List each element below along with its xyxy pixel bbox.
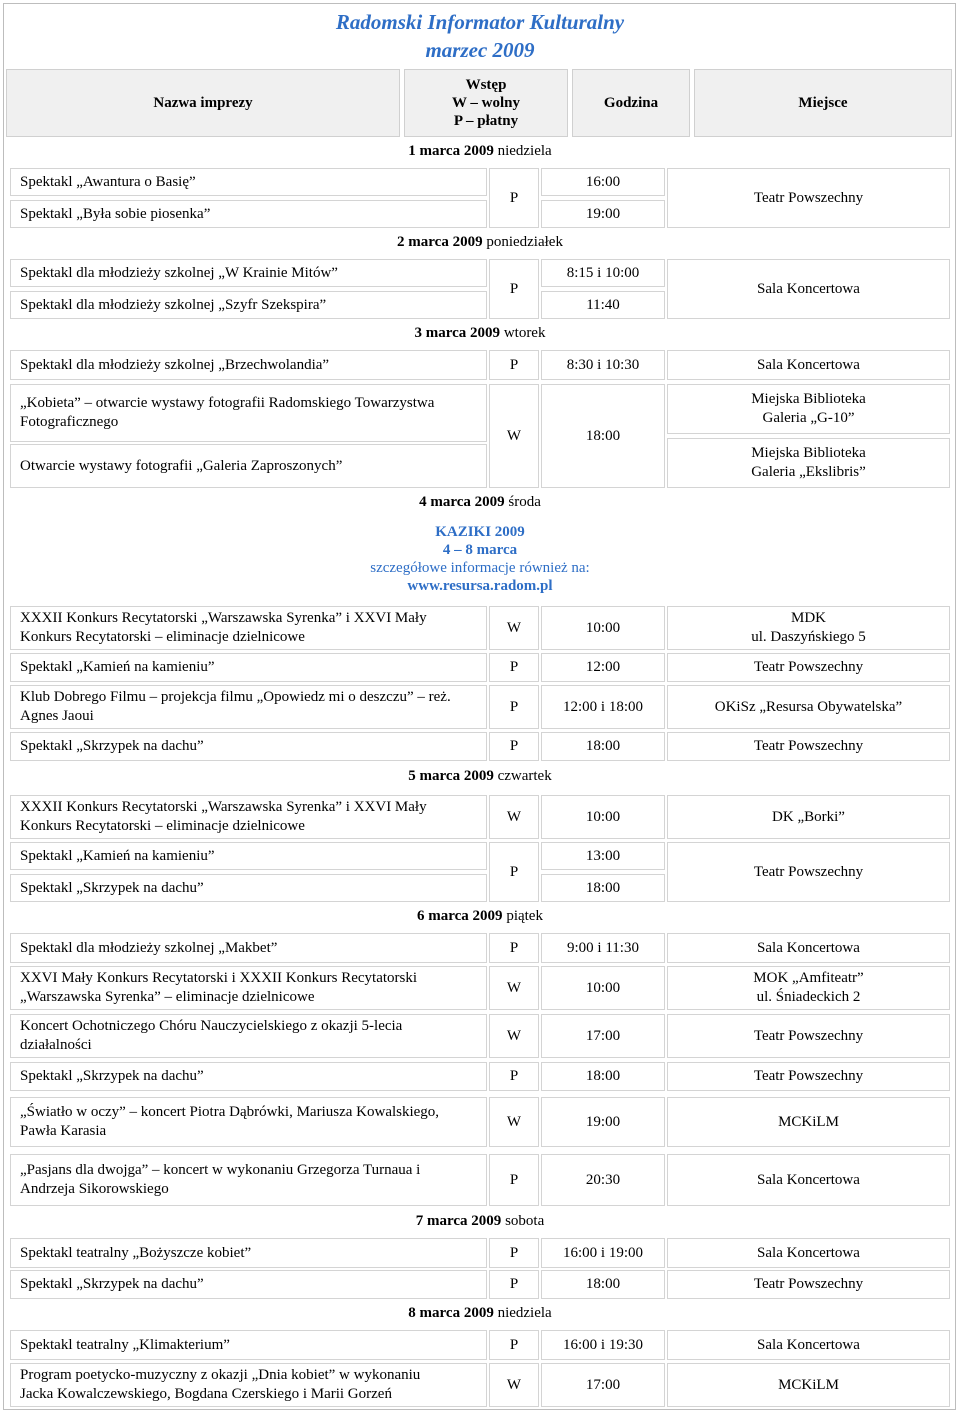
event-entry: P [489,1270,539,1299]
event-group [8,842,952,902]
event-entry: P [489,1238,539,1268]
day-heading: 5 marca 2009 czwartek [408,768,552,784]
event-entry: P [489,685,539,729]
event-row [8,1270,952,1299]
event-entry: W [489,384,539,488]
day-heading: 3 marca 2009 wtorek [414,325,546,341]
day-heading: 4 marca 2009 środa [419,494,541,510]
event-entry: P [489,732,539,761]
event-name: Spektakl „Awantura o Basię” [10,168,487,196]
event-name: „Światło w oczy” – koncert Piotra Dąbrówki, Mariusza Kowalskiego, Pawła Karasia [10,1097,487,1147]
event-place: DK „Borki” [667,795,950,839]
event-entry: P [489,842,539,902]
header-name: Nazwa imprezy [6,69,400,137]
event-entry: W [489,966,539,1010]
event-time: 10:00 [541,795,665,839]
event-place: Teatr Powszechny [667,1270,950,1299]
event-name: Spektakl „Skrzypek na dachu” [10,874,487,902]
event-name: Spektakl teatralny „Bożyszcze kobiet” [10,1238,487,1268]
event-place: Teatr Powszechny [667,842,950,902]
event-place: Miejska Biblioteka Galeria „G-10” [667,384,950,434]
event-place: Miejska Biblioteka Galeria „Ekslibris” [667,438,950,488]
header-time: Godzina [572,69,690,137]
event-time: 12:00 i 18:00 [541,685,665,729]
event-time: 10:00 [541,966,665,1010]
document-title: Radomski Informator Kulturalny [335,10,625,34]
event-row [8,1238,952,1268]
event-row [8,685,952,729]
event-row [8,732,952,761]
event-entry: W [489,606,539,650]
event-place: MCKiLM [667,1363,950,1407]
event-time: 20:30 [541,1154,665,1206]
event-row [8,1330,952,1360]
event-time: 17:00 [541,1363,665,1407]
event-row [8,1363,952,1407]
event-name: Klub Dobrego Filmu – projekcja filmu „Opowiedz mi o deszczu” – reż. Agnes Jaoui [10,685,487,729]
event-place: Teatr Powszechny [667,168,950,228]
event-name: Spektakl „Skrzypek na dachu” [10,1270,487,1299]
event-name: Otwarcie wystawy fotografii „Galeria Zaproszonych” [10,444,487,488]
event-place: Sala Koncertowa [667,259,950,319]
festival-name: KAZIKI 2009 [435,524,525,540]
event-name: Spektakl teatralny „Klimakterium” [10,1330,487,1360]
event-name: Spektakl dla młodzieży szkolnej „Szyfr Szekspira” [10,291,487,319]
event-time: 18:00 [541,1062,665,1091]
festival-url[interactable]: www.resursa.radom.pl [407,578,553,594]
event-name: Spektakl dla młodzieży szkolnej „Brzechwolandia” [10,350,487,380]
event-entry: W [489,795,539,839]
event-time: 17:00 [541,1014,665,1058]
event-name: XXXII Konkurs Recytatorski „Warszawska Syrenka” i XXVI Mały Konkurs Recytatorski – eliminacje dzielnicowe [10,606,487,650]
event-row [8,350,952,380]
event-entry: P [489,1330,539,1360]
event-time: 11:40 [541,291,665,319]
event-group [8,384,952,488]
event-entry: P [489,1062,539,1091]
event-name: „Kobieta” – otwarcie wystawy fotografii Radomskiego Towarzystwa Fotograficznego [10,384,487,442]
event-place: Teatr Powszechny [667,653,950,682]
event-time: 18:00 [541,384,665,488]
event-row [8,933,952,963]
event-entry: P [489,933,539,963]
event-place: Teatr Powszechny [667,732,950,761]
header-place: Miejsce [694,69,952,137]
event-name: Spektakl „Skrzypek na dachu” [10,732,487,761]
event-place: Sala Koncertowa [667,1330,950,1360]
event-place: MCKiLM [667,1097,950,1147]
event-time: 9:00 i 11:30 [541,933,665,963]
event-group [8,259,952,319]
event-time: 19:00 [541,200,665,228]
festival-info: szczegółowe informacje również na: [370,560,590,576]
event-place: Teatr Powszechny [667,1014,950,1058]
event-entry: W [489,1014,539,1058]
day-heading: 2 marca 2009 poniedziałek [397,234,563,250]
event-entry: P [489,1154,539,1206]
festival-dates: 4 – 8 marca [442,542,518,558]
event-time: 18:00 [541,874,665,902]
event-place: Sala Koncertowa [667,350,950,380]
event-name: Program poetycko-muzyczny z okazji „Dnia kobiet” w wykonaniu Jacka Kowalczewskiego, Bogdana Czerskiego i Marii Gorzeń [10,1363,487,1407]
day-heading: 1 marca 2009 niedziela [408,143,552,159]
event-row [8,606,952,650]
event-time: 16:00 i 19:30 [541,1330,665,1360]
event-time: 18:00 [541,732,665,761]
event-name: Spektakl dla młodzieży szkolnej „W Krainie Mitów” [10,259,487,287]
event-entry: P [489,259,539,319]
day-heading: 6 marca 2009 piątek [417,908,543,924]
event-name: Koncert Ochotniczego Chóru Nauczycielskiego z okazji 5-lecia działalności [10,1014,487,1058]
event-name: Spektakl „Skrzypek na dachu” [10,1062,487,1091]
event-place: MDK ul. Daszyńskiego 5 [667,606,950,650]
event-place: MOK „Amfiteatr” ul. Śniadeckich 2 [667,966,950,1010]
event-time: 18:00 [541,1270,665,1299]
event-place: OKiSz „Resursa Obywatelska” [667,685,950,729]
event-row [8,1014,952,1058]
event-row [8,653,952,682]
event-entry: P [489,350,539,380]
festival-block [0,523,960,595]
event-name: „Pasjans dla dwojga” – koncert w wykonaniu Grzegorza Turnaua i Andrzeja Sikorowskiego [10,1154,487,1206]
event-group [8,168,952,228]
event-row [8,795,952,839]
event-row [8,1062,952,1091]
event-name: Spektakl „Kamień na kamieniu” [10,842,487,870]
event-name: Spektakl „Była sobie piosenka” [10,200,487,228]
event-row [8,966,952,1010]
event-name: Spektakl „Kamień na kamieniu” [10,653,487,682]
event-place: Teatr Powszechny [667,1062,950,1091]
event-row [8,1154,952,1206]
event-place: Sala Koncertowa [667,1238,950,1268]
event-time: 12:00 [541,653,665,682]
event-entry: P [489,653,539,682]
event-time: 8:15 i 10:00 [541,259,665,287]
event-time: 16:00 i 19:00 [541,1238,665,1268]
event-time: 16:00 [541,168,665,196]
event-time: 8:30 i 10:30 [541,350,665,380]
event-entry: W [489,1363,539,1407]
event-entry: P [489,168,539,228]
event-row [8,1097,952,1147]
event-name: XXXII Konkurs Recytatorski „Warszawska Syrenka” i XXVI Mały Konkurs Recytatorski – eliminacje dzielnicowe [10,795,487,839]
event-time: 19:00 [541,1097,665,1147]
event-time: 13:00 [541,842,665,870]
event-entry: W [489,1097,539,1147]
event-name: Spektakl dla młodzieży szkolnej „Makbet” [10,933,487,963]
day-heading: 7 marca 2009 sobota [415,1213,545,1229]
event-place: Sala Koncertowa [667,933,950,963]
event-name: XXVI Mały Konkurs Recytatorski i XXXII Konkurs Recytatorski „Warszawska Syrenka” – eliminacje dzielnicowe [10,966,487,1010]
document-subtitle: marzec 2009 [425,38,535,62]
event-time: 10:00 [541,606,665,650]
event-place: Sala Koncertowa [667,1154,950,1206]
day-heading: 8 marca 2009 niedziela [408,1305,552,1321]
header-entry: Wstęp W – wolny P – płatny [404,69,568,137]
